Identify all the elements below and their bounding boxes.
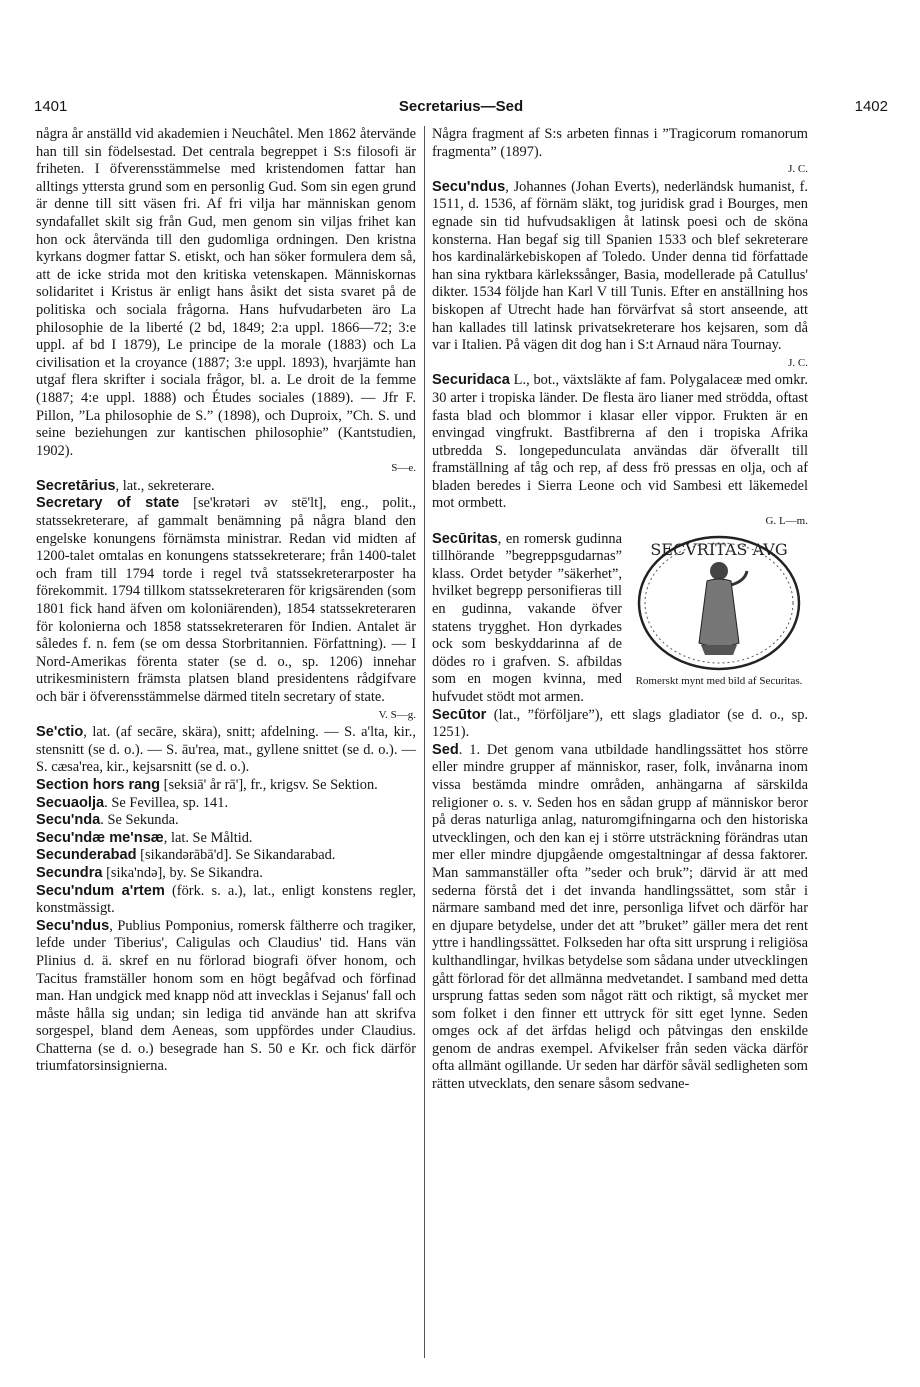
entry-securidaca: Securidaca L., bot., växtsläkte af fam. Polygalaceæ med omkr. 30 arter i tropiska länder. De flesta äro lianer med strödda, oftast fasta blad och blommor i klasar eller vippor. Frukten är en envingad vingfrukt. Bastfibrerna af den i tropiska Afrika utbredda S. longepedunculata användas där öfverallt till framställning af tåg och rep, af dess frö pressas en olja, och af bladen beredes i Sierra Leone och vid Sambesi ett läkemedel mot ormbett. G. L—m. bbox=[432, 372, 808, 528]
page-number-left: 1401 bbox=[34, 98, 68, 115]
entry-sed: Sed. 1. Det genom vana utbildade handlingssättet hos större eller mindre grupper af människor, raser, folk, invånarna inom vissa bestämda mindre områden, anhängarna af särskilda religioner o. s. v. Seden hos en sådan grupp af människor beror på deras naturliga anlag, naturomgifningarna och den historiska utvecklingen, och den kan ej i större utsträckning förändras utan mer eller mindre djupgående omgestaltningar af dessa faktorer. Man sammanställer ofta ”seder och bruk”; därvid är att med sederna förstå det i det invanda handlingssättet, som står i närmare samband med det inre, personliga lifvet och därför har en djupare betydelse, under det att ”bruket” gäller mera det rent yttre i handlingssättet. Folkseden har ofta sitt ursprung i religiösa kulthandlingar, hvilkas betydelse som sådana under utvecklingen gått förlorad för det allmänna medvetandet. I samband med detta ursprung fattas seden som något rätt och riktigt, så mycket mer som folket i den finner ett uttryck för sitt eget lynne. Seden omges ock af det ärfdas heligd och påtvingas den enskilde genom de andras exempel. Afvikelser från seden väcka därför ofta allmänt ogillande. Ur seden har därför såväl sedligheten som rätten utvecklats, den senare såsom sedvane- bbox=[432, 741, 808, 1093]
entry-secundus-johannes: Secu'ndus, Johannes (Johan Everts), nederländsk humanist, f. 1511, d. 1536, af förnäm släkt, tog juridisk grad i Bourges, men egnade sin tid hufvudsakligen åt latinsk poesi och de sköna konsterna. Han begaf sig till Spanien 1533 och blef sekreterare hos kardinalärkebiskopen af Toledo. Under denna tid författade han sina ryktbara kärlekssånger, Basia, modellerade på Catullus' dikter. 1534 följde han Karl V till Tunis. Efter en anställning hos biskopen af Utrecht hade han förvärfvat så stort anseende, att han kallades till latinsk privatsekreterare hos kejsaren, som då var i Italien. På vägen dit dog han i S:t Arnaud nära Tournay. J. C. bbox=[432, 178, 808, 369]
entry-secretarius: Secretārius, lat., sekreterare. bbox=[36, 477, 215, 494]
entry-section-hors-rang: Section hors rang [seksiā' år rā'], fr., krigsv. Se Sektion. bbox=[36, 776, 378, 793]
running-title: Secretarius—Sed bbox=[398, 98, 524, 115]
left-column bbox=[36, 126, 416, 1076]
entry-secuaolja: Secuaolja. Se Fevillea, sp. 141. bbox=[36, 794, 229, 811]
right-column bbox=[432, 126, 808, 1094]
figure-caption: Romerskt mynt med bild af Securitas. bbox=[635, 674, 803, 687]
coin-figure bbox=[630, 533, 808, 688]
page-header bbox=[34, 98, 888, 120]
entry-secutor: Secūtor (lat., ”förföljare”), ett slags gladiator (se d. o., sp. 1251). bbox=[432, 706, 808, 741]
entry-secunda: Secu'nda. Se Sekunda. bbox=[36, 812, 179, 829]
entry-secunderabad: Secunderabad [sikandərābā'd]. Se Sikandarabad. bbox=[36, 847, 336, 864]
coin-legend-top: SECVRITAS AVG bbox=[650, 539, 788, 559]
entry-secundum-artem: Secu'ndum a'rtem (förk. s. a.), lat., enligt konstens regler, konstmässigt. bbox=[36, 882, 416, 917]
entry-securitas: Secūritas, en romersk gudinna tillhörande ”begreppsgudarnas” klass. Ordet betyder ”säkerhet”, hvilket begrepp personifieras till en gudinna, vakande öfver statens trygghet. Hon dyrkades ock som beskyddarinna af de dödes ro i grafven. S. afbildas som en mogen kvinna, med hufvudet stödt mot armen. bbox=[432, 530, 622, 705]
entry-secundra: Secundra [sika'ndə], by. Se Sikandra. bbox=[36, 864, 263, 881]
entry-secundus-publius: Secu'ndus, Publius Pomponius, romersk fältherre och tragiker, lefde under Tiberius', Caligulas och Claudius' tid. Hans vän Plinius d. ä. skref en nu förlorad biografi öfver honom, och Tacitus framställer honom som en högt begåfvad och förfinad man. Han undgick med knapp nöd att invecklas i Sejanus' fall och måste hålla sig undan; sin lediga tid använde han att skrifva sorgespel, bland dem Aeneas, som uppfördes under Claudius. Chatterna (se d. o.) besegrade han S. 50 e Kr. och fick därför triumfatorsinsignierna. bbox=[36, 917, 416, 1075]
column-divider bbox=[424, 126, 425, 1358]
entry-secundae-mensae: Secu'ndæ me'nsæ, lat. Se Måltid. bbox=[36, 829, 253, 846]
entry-secretary-of-state: Secretary of state [se'krətəri əv stē'lt], eng., polit., statssekreterare, af gammalt benämning på några bland den engelske konungens förnämsta ministrar. Redan vid midten af 1200-talet omtalas en konungens statssekreterare; från 1400-talet och fram till 1794 torde i regel två statssekreterarposter ha förekommit. 1794 tillkom statssekreteraren för krigsärenden (som 1801 fick hand äfven om koloniärenden), 1854 statssekreteraren för kolonierna och 1858 statssekreteraren för Indien. Antalet är således f. n. fem (se om dessa Storbritannien. Författning). — I Nord-Amerikas förenta stater (se d. o., sp. 1206) innehar utrikesministern främsta platsen bland presidentens rådgifvare och bär i öfverensstämmelse därmed titeln secretary of state. V. S—g. bbox=[36, 495, 416, 721]
securitas-coin-image bbox=[635, 533, 803, 673]
page-number-right: 1402 bbox=[854, 98, 888, 115]
entry-continuation-right: Några fragment af S:s arbeten finnas i ”Tragicorum romanorum fragmenta” (1897). J. C. bbox=[432, 126, 808, 176]
entry-continuation: några år anställd vid akademien i Neuchâtel. Men 1862 återvände han till sin födelsestad. Det centrala begreppet i S:s filosofi är friheten. I öfverensstämmelse med kristendomen fattar han alltings yttersta grund som en personlig Gud. Som sin egen grund är denne till sitt väsen fri. Af fri vilja har människan genom syndafallet skilt sig från Gud, men genom sin viljas frihet kan hon ock återvända till den gudomliga ordningen. Den kristna kyrkans dogmer fattar S. etiskt, och han söker formulera dem så, att de icke strida mot den kritiska vetenskapen. Människornas solidaritet i Kristus är enligt hans åsikt det sista svaret på de politiska och sociala frågorna. Hans hufvudarbeten äro La philosophie de la liberté (2 bd, 1849; 2:a uppl. 1866—72; 3:e uppl. af bd I 1879), Le principe de la morale (1883) och La civilisation et la croyance (1887; 3:e uppl. 1893), hvarjämte han utgaf flera skrifter i sociala frågor, bl. a. Le droit de la femme (1887; 4:e uppl. 1888) och Études sociales (1889). — Jfr F. Pillon, ”La philosophie de S.” (1898), och Duproix, ”Ch. S. und seine beziehungen zur kantischen philosophie” (Kantstudien, 1902). S—e. bbox=[36, 126, 416, 475]
entry-sectio: Se'ctio, lat. (af secāre, skära), snitt; afdelning. — S. a'lta, kir., stensnitt (se d. o.). — S. āu'rea, mat., gyllene snittet (se d. o.). — S. cæsa'rea, kir., kejsarsnitt (se d. o.). bbox=[36, 724, 416, 776]
